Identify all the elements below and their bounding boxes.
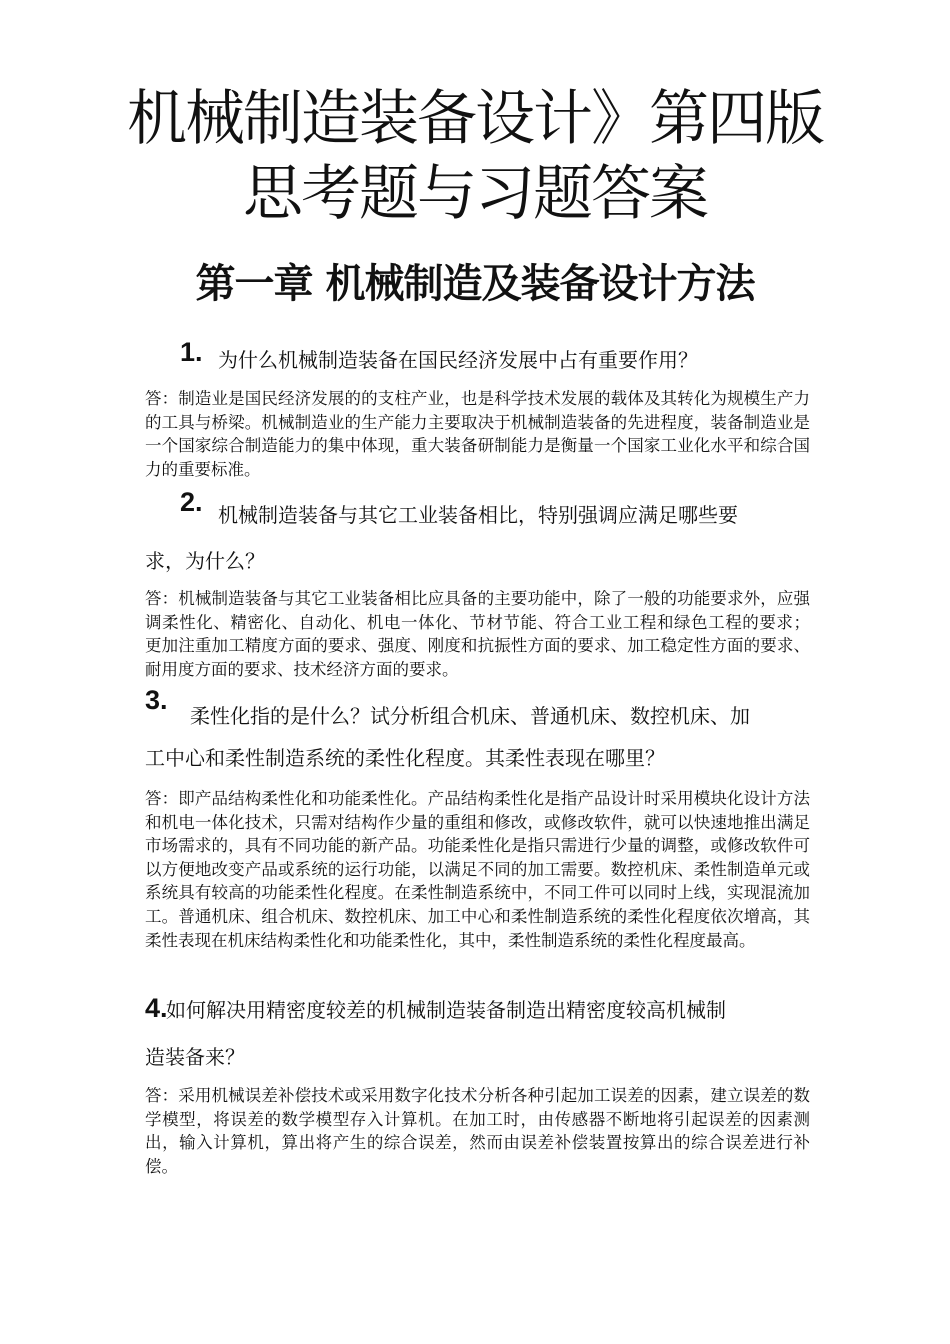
question-text-continued: 造装备来？ <box>145 1045 245 1069</box>
question-text: 柔性化指的是什么？试分析组合机床、普通机床、数控机床、加 <box>190 704 750 728</box>
question-text: 机械制造装备与其它工业装备相比，特别强调应满足哪些要 <box>218 503 738 527</box>
question-text: 如何解决用精密度较差的机械制造装备制造出精密度较高机械制 <box>166 998 726 1022</box>
question-number: 1. <box>180 337 203 367</box>
answer-text: 答：即产品结构柔性化和功能柔性化。产品结构柔性化是指产品设计时采用模块化设计方法和机电一体化技术，只需对结构作少量的重组和修改，或修改软件，就可以快速地推出满足市场需求的，具有不同功能的新产品。功能柔性化是指只需进行少量的调整，或修改软件可以方便地改变产品或系统的运行功能，以满足不同的加工需要。数控机床、柔性制造单元或系统具有较高的功能柔性化程度。在柔性制造系统中，不同工件可以同时上线，实现混流加工。普通机床、组合机床、数控机床、加工中心和柔性制造系统的柔性化程度依次增高，其柔性表现在机床结构柔性化和功能柔性化，其中，柔性制造系统的柔性化程度最高。 <box>145 789 810 950</box>
answer-text: 答：制造业是国民经济发展的的支柱产业，也是科学技术发展的载体及其转化为规模生产力的工具与桥梁。机械制造业的生产能力主要取决于机械制造装备的先进程度，装备制造业是一个国家综合制造能力的集中体现，重大装备研制能力是衡量一个国家工业化水平和综合国力的重要标准。 <box>145 389 810 479</box>
document-title-line2: 思考题与习题答案 <box>243 159 707 229</box>
question-number: 3. <box>145 685 168 715</box>
question-text: 为什么机械制造装备在国民经济发展中占有重要作用？ <box>218 348 698 372</box>
answer-text: 答：采用机械误差补偿技术或采用数字化技术分析各种引起加工误差的因素，建立误差的数学模型，将误差的数学模型存入计算机。在加工时，由传感器不断地将引起误差的因素测出，输入计算机，算出将产生的综合误差，然而由误差补偿装置按算出的综合误差进行补偿。 <box>145 1086 810 1176</box>
document-title-line1: 机械制造装备设计》第四版 <box>127 84 823 154</box>
question-number: 2. <box>180 487 203 517</box>
chapter-heading: 第一章 机械制造及装备设计方法 <box>195 261 755 307</box>
question-number: 4. <box>145 993 168 1023</box>
question-text-continued: 求，为什么？ <box>145 549 265 573</box>
question-text-continued: 工中心和柔性制造系统的柔性化程度。其柔性表现在哪里？ <box>145 746 665 770</box>
answer-text: 答：机械制造装备与其它工业装备相比应具备的主要功能中，除了一般的功能要求外，应强调柔性化、精密化、自动化、机电一体化、节材节能、符合工业工程和绿色工程的要求； 更加注重加工精度方面的要求、强度、刚度和抗振性方面的要求、加工稳定性方面的要求、耐用度方面的要求、技术经济方面的要求。 <box>145 589 810 679</box>
